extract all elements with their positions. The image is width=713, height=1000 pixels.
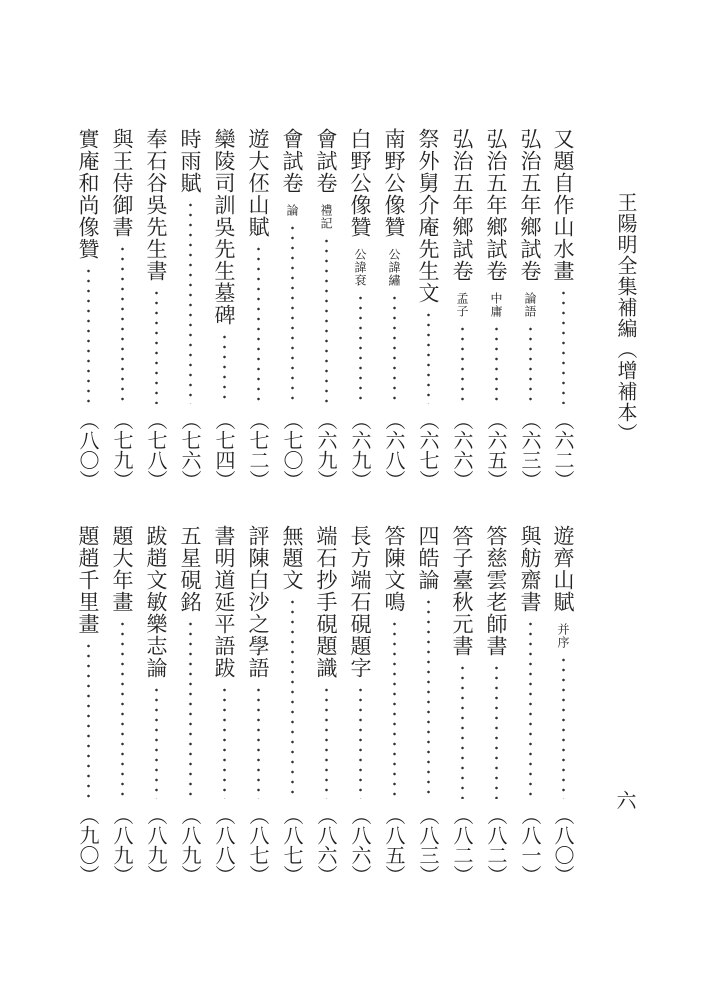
toc-entry-page: （八二） [484,805,508,885]
toc-entry-title: 欒陵司訓吳先生墓碑 [212,128,236,326]
toc-leader-dots [223,332,226,404]
toc-entry [345,128,375,490]
toc-entry-page: （七八） [144,410,168,490]
toc-entry-page: （六八） [382,410,406,490]
toc-entry [311,525,341,885]
toc-leader-dots [427,310,430,404]
toc-entry [311,128,341,490]
toc-entry-title: 弘治五年鄉試卷 [450,128,474,282]
toc-entry-title: 白野公像贊 [348,128,372,238]
toc-entry [481,525,511,885]
toc-leader-dots [189,200,192,404]
toc-leader-dots [291,597,294,799]
toc-entry-title: 奉石谷吳先生書 [144,128,168,282]
toc-entry [277,128,307,490]
toc-entry [243,128,273,490]
toc-leader-dots [495,663,498,799]
toc-entry [379,525,409,885]
toc-entry [73,525,103,885]
toc-entry [481,128,511,490]
toc-entry-page: （八〇） [551,805,575,885]
toc-entry [73,128,103,490]
toc-entry-page: （六九） [314,410,338,490]
toc-entry-title: 四皓論 [416,525,440,591]
toc-entry [277,525,307,885]
toc-leader-dots [257,685,260,799]
toc-entry-title: 南野公像贊 [382,128,406,238]
toc-entry-page: （七二） [246,410,270,490]
toc-entry [345,525,375,885]
toc-entry [243,525,273,885]
toc-leader-dots [87,266,90,404]
toc-leader-dots [155,288,158,404]
toc-leader-dots [427,597,430,799]
toc-leader-dots [529,619,532,799]
toc-entry-page: （八三） [416,805,440,885]
toc-entry-note: 孟子 [455,292,469,318]
toc-entry-title: 祭外舅介庵先生文 [416,128,440,304]
toc-leader-dots [393,293,396,404]
toc-entry-title: 答子臺秋元書 [450,525,474,657]
toc-entry-page: （八九） [110,805,134,885]
toc-entry-title: 弘治五年鄉試卷 [518,128,542,282]
toc-entry [447,525,477,885]
toc-entry-page: （六七） [416,410,440,490]
toc-entry [175,525,205,885]
toc-entry-title: 遊齊山賦 [551,525,575,613]
toc-entry-title: 答慈雲老師書 [484,525,508,657]
book-title: 王陽明全集補編（增補本） [614,192,638,444]
toc-entry [107,525,137,885]
toc-entry-note: 中庸 [489,292,503,318]
toc-entry-title: 弘治五年鄉試卷 [484,128,508,282]
toc-entry-page: （七六） [178,410,202,490]
toc-leader-dots [461,324,464,404]
toc-entry-page: （八九） [178,805,202,885]
toc-entry [209,128,239,490]
toc-entry-title: 實庵和尚像贊 [76,128,100,260]
toc-entry-title: 遊大伾山賦 [246,128,270,238]
toc-entry [141,128,171,490]
toc-entry [515,525,545,885]
toc-leader-dots [359,293,362,404]
toc-leader-dots [529,324,532,404]
toc-entry-page: （七四） [212,410,236,490]
toc-entry-page: （八〇） [76,410,100,490]
page-number: 六 [613,790,637,810]
toc-leader-dots [87,641,90,799]
toc-entry-title: 長方端石硯題字 [348,525,372,679]
toc-entry [141,525,171,885]
toc-entry [515,128,545,490]
toc-entry [548,128,578,490]
toc-entry-title: 五星硯銘 [178,525,202,613]
toc-entry-title: 又題自作山水畫 [551,128,575,282]
toc-leader-dots [495,324,498,404]
toc-leader-dots [189,619,192,799]
toc-entry-page: （八六） [348,805,372,885]
toc-entry-title: 評陳白沙之學語 [246,525,270,679]
toc-entry-title: 端石抄手硯題識 [314,525,338,679]
toc-leader-dots [461,663,464,799]
toc-entry-page: （八二） [450,805,474,885]
toc-entry-note: 論語 [523,292,537,318]
toc-leader-dots [291,223,294,404]
toc-leader-dots [359,685,362,799]
toc-entry-title: 時雨賦 [178,128,202,194]
toc-entry [447,128,477,490]
toc-entry-title: 無題文 [280,525,304,591]
toc-entry [548,525,578,885]
toc-entry-page: （六六） [450,410,474,490]
toc-entry-page: （六三） [518,410,542,490]
toc-leader-dots [325,236,328,404]
toc-leader-dots [155,685,158,799]
toc-leader-dots [257,244,260,404]
toc-entry-title: 會試卷 [280,128,304,194]
toc-entry-title: 題大年畫 [110,525,134,613]
toc-entry [413,525,443,885]
toc-entry-page: （八一） [518,805,542,885]
toc-entry-title: 題趙千里畫 [76,525,100,635]
toc-leader-dots [562,655,565,799]
toc-entry-note: 論 [285,204,299,217]
toc-entry-title: 答陳文鳴 [382,525,406,613]
toc-leader-dots [562,288,565,404]
toc-entry-page: （八七） [246,805,270,885]
toc-entry [107,128,137,490]
toc-entry [413,128,443,490]
toc-entry-page: （八九） [144,805,168,885]
toc-leader-dots [121,619,124,799]
toc-entry-page: （六二） [551,410,575,490]
toc-entry-note: 并序 [556,623,570,649]
toc-entry [209,525,239,885]
toc-entry-note: 公諱繡 [387,248,401,287]
toc-entry-title: 與王侍御書 [110,128,134,238]
toc-entry-page: （七九） [110,410,134,490]
toc-leader-dots [121,244,124,404]
toc-leader-dots [223,685,226,799]
toc-entry-title: 書明道延平語跋 [212,525,236,679]
toc-entry-page: （八六） [314,805,338,885]
toc-entry-page: （八五） [382,805,406,885]
toc-entry [379,128,409,490]
toc-entry-title: 與舫齋書 [518,525,542,613]
toc-entry-note: 公諱袞 [353,248,367,287]
toc-leader-dots [393,619,396,799]
toc-entry-note: 禮記 [319,204,333,230]
toc-entry-page: （六五） [484,410,508,490]
toc-entry-page: （八七） [280,805,304,885]
toc-leader-dots [325,685,328,799]
toc-entry-page: （八八） [212,805,236,885]
toc-entry-page: （六九） [348,410,372,490]
toc-entry-page: （七〇） [280,410,304,490]
toc-entry [175,128,205,490]
toc-entry-title: 會試卷 [314,128,338,194]
toc-entry-title: 跋趙文敏樂志論 [144,525,168,679]
toc-entry-page: （九〇） [76,805,100,885]
